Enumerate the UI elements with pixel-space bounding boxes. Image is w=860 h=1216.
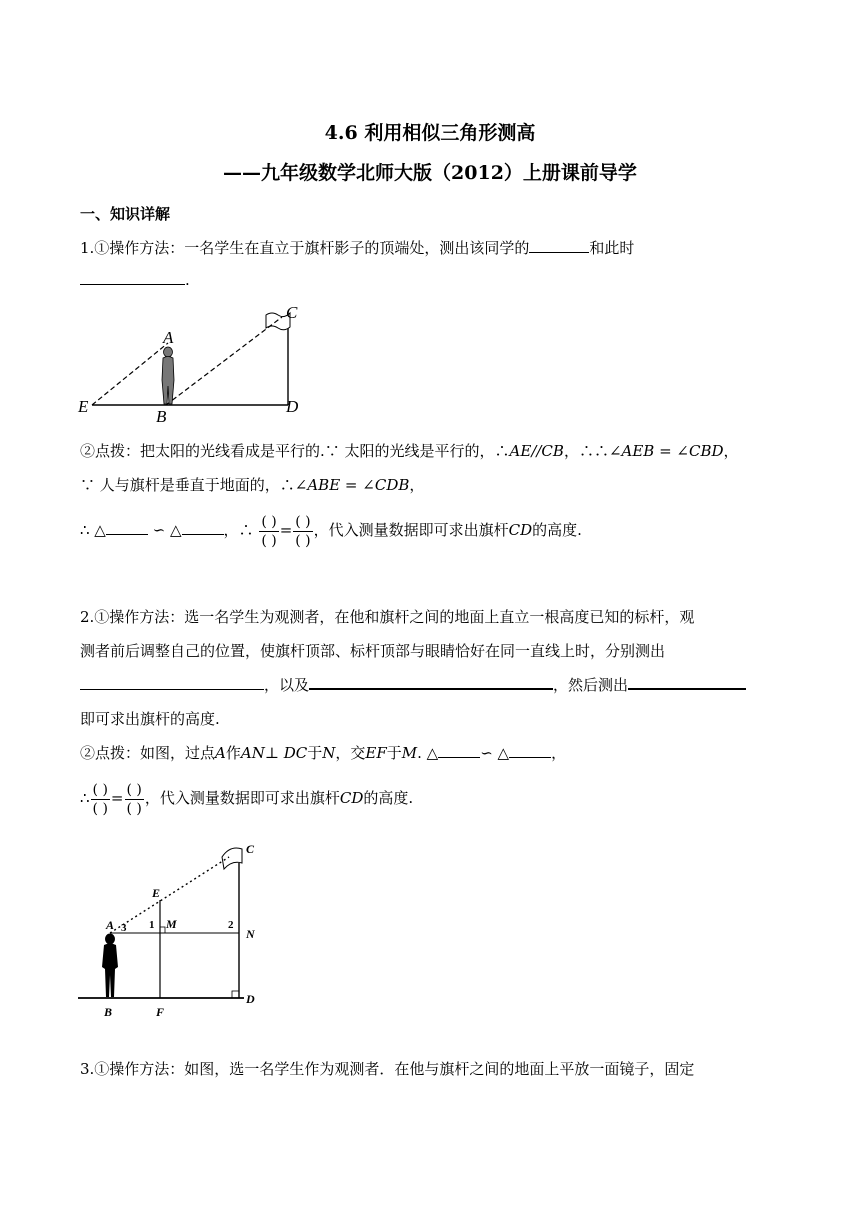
tip2-cd: CD — [339, 789, 364, 807]
tip1-line3 — [80, 510, 582, 550]
tip1-height: 的高度. — [532, 521, 582, 539]
frac-den[interactable]: ( ) — [295, 532, 311, 549]
student-icon — [162, 347, 174, 404]
blank-triangle-3[interactable] — [438, 743, 480, 758]
observer-icon — [102, 934, 118, 998]
item1-period: . — [185, 271, 190, 289]
tip2-therefore: ∴ — [80, 789, 90, 807]
item2-text-b: ，然后测出 — [553, 676, 629, 694]
fraction-left — [259, 513, 278, 550]
tip2-line1 — [80, 742, 566, 763]
tip2-zuo: 作 — [225, 744, 241, 762]
tip1-line1 — [80, 440, 739, 461]
label-E: E — [152, 886, 161, 900]
tip1-comma2: ， — [409, 476, 425, 494]
frac-num[interactable]: ( ) — [92, 781, 108, 798]
tip2-similar: ∽ △ — [480, 744, 510, 762]
tip2-line2 — [80, 778, 413, 818]
blank-measure-2[interactable] — [309, 674, 553, 690]
tip2-yu2: 于 — [386, 744, 402, 762]
blank-shadow-length[interactable] — [80, 270, 185, 285]
angle-1: 1 — [149, 919, 155, 931]
tip2-yu: 于 — [307, 744, 323, 762]
right-angle-D — [232, 991, 239, 998]
tip2-conclusion: ，代入测量数据即可求出旗杆 — [144, 789, 340, 807]
tip1-text: ②点拨：把太阳的光线看成是平行的.∵ 太阳的光线是平行的，∴ — [80, 442, 510, 460]
tip2-comma: ， — [551, 744, 567, 762]
tip2-n: N — [322, 744, 336, 762]
frac-num[interactable]: ( ) — [126, 781, 142, 798]
tip2-perp: ⊥ — [264, 744, 279, 762]
tip1-line2 — [80, 474, 424, 495]
tip1-cbd: CBD — [689, 442, 724, 460]
tip2-ef: EF — [365, 744, 387, 762]
fraction-right-2 — [125, 781, 144, 818]
label-D: D — [286, 397, 299, 416]
tip2-height: 的高度. — [363, 789, 414, 807]
tip2-a: A — [215, 744, 226, 762]
blank-triangle-2[interactable] — [182, 520, 224, 535]
tip1-cdb: CDB — [374, 476, 410, 494]
item1-text-a: 1.①操作方法：一名学生在直立于旗杆影子的顶端处，测出该同学的 — [80, 239, 530, 257]
blank-student-height[interactable] — [529, 238, 589, 253]
tip1-therefore2: ，∴ — [223, 521, 254, 539]
frac-eq: = — [279, 521, 293, 539]
angle-3: 3 — [121, 922, 127, 934]
item2-line3 — [80, 674, 746, 695]
label-A: A — [163, 328, 174, 347]
item1-line1 — [80, 237, 634, 258]
sunray-AE — [92, 343, 168, 405]
tip1-conclusion: ，代入测量数据即可求出旗杆 — [313, 521, 509, 539]
tip2-text: ②点拨：如图，过点 — [80, 744, 216, 762]
figure-pole-method — [74, 835, 274, 1020]
label-D: D — [246, 992, 255, 1006]
blank-measure-1[interactable] — [80, 675, 264, 690]
label-F: F — [156, 1005, 165, 1019]
tip1-aeb: AEB — [621, 442, 655, 460]
tip1-cd: CD — [508, 521, 533, 539]
tip1-eq: = ∠ — [654, 442, 690, 460]
sunray-CB — [166, 317, 282, 405]
tip1-similar: ∽ △ — [152, 521, 182, 539]
fraction-left-2 — [91, 781, 110, 818]
label-A: A — [106, 918, 115, 932]
frac-eq: = — [110, 789, 124, 807]
page-title: 4.6 利用相似三角形测高 — [324, 122, 536, 144]
figure-shadow-method — [70, 295, 330, 425]
fraction-right — [293, 513, 312, 550]
frac-den[interactable]: ( ) — [261, 532, 277, 549]
label-E: E — [78, 397, 89, 416]
item1-text-b: 和此时 — [589, 239, 635, 257]
right-angle-M — [160, 927, 165, 933]
tip2-m: M — [401, 744, 418, 762]
tip1-comma: ， — [723, 442, 739, 460]
tip2-triangle: . △ — [417, 744, 439, 762]
label-B: B — [104, 1005, 113, 1019]
tip1-therefore: ∴ △ — [80, 521, 106, 539]
label-C: C — [286, 303, 298, 322]
label-C: C — [246, 842, 255, 856]
frac-den[interactable]: ( ) — [92, 800, 108, 817]
angle-2: 2 — [228, 919, 234, 931]
section-heading: 一、知识详解 — [80, 205, 171, 223]
item2-text-a: ，以及 — [264, 676, 310, 694]
frac-num[interactable]: ( ) — [261, 513, 277, 530]
tip1-abe: ABE — [307, 476, 341, 494]
blank-triangle-4[interactable] — [509, 743, 551, 758]
item1-line2 — [80, 270, 190, 289]
item2-line2: 测者前后调整自己的位置，使旗杆顶部、标杆顶部与眼睛恰好在同一直线上时，分别测出 — [80, 642, 666, 660]
label-B: B — [156, 407, 167, 425]
tip2-jiao: ，交 — [335, 744, 366, 762]
blank-measure-3[interactable] — [628, 674, 746, 690]
label-N: N — [246, 927, 255, 941]
tip2-an: AN — [240, 744, 265, 762]
item2-line4: 即可求出旗杆的高度. — [80, 710, 220, 728]
label-M: M — [166, 917, 177, 931]
tip1-eq2: = ∠ — [340, 476, 375, 494]
tip2-dc: DC — [283, 744, 308, 762]
tip1-ae-cb: AE//CB — [509, 442, 564, 460]
frac-num[interactable]: ( ) — [295, 513, 311, 530]
tip1-sep: ，∴∴∠ — [563, 442, 622, 460]
blank-triangle-1[interactable] — [106, 520, 148, 535]
page-subtitle: ——九年级数学北师大版（2012）上册课前导学 — [223, 162, 637, 184]
frac-den[interactable]: ( ) — [126, 800, 142, 817]
item3-line1: 3.①操作方法：如图，选一名学生作为观测者．在他与旗杆之间的地面上平放一面镜子，固定 — [80, 1060, 695, 1078]
tip1-text2: ∵ 人与旗杆是垂直于地面的，∴∠ — [80, 476, 308, 494]
item2-line1: 2.①操作方法：选一名学生为观测者，在他和旗杆之间的地面上直立一根高度已知的标杆，观 — [80, 608, 695, 626]
